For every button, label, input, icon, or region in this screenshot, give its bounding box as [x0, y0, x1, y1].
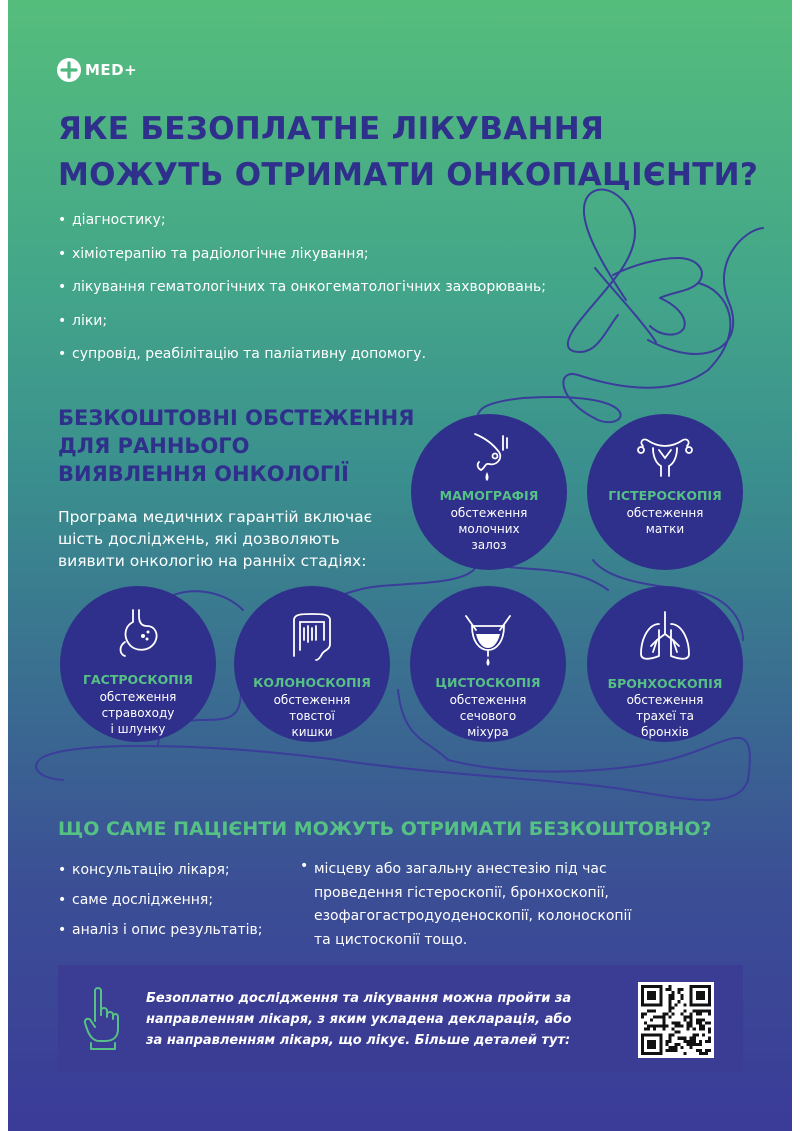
exam-name: ГАСТРОСКОПІЯ	[83, 672, 193, 687]
page-title	[58, 106, 758, 198]
exam-description: обстеження матки	[626, 506, 704, 536]
list-item: • супровід, реабілітацію та паліативну допомогу.	[58, 346, 546, 362]
exam-description: обстеження товстої кишки	[273, 693, 351, 739]
poster	[8, 0, 792, 1131]
med-plus-icon	[57, 58, 81, 82]
list-item: • лікування гематологічних та онкогематологічних захворювань;	[58, 279, 546, 295]
exam-description: обстеження стравоходу і шлунку	[99, 690, 177, 736]
hand-icon	[613, 258, 702, 335]
heading-line: ВИЯВЛЕННЯ ОНКОЛОГІЇ	[58, 462, 349, 486]
lungs-icon	[635, 608, 695, 666]
heading-line: БЕЗКОШТОВНІ ОБСТЕЖЕННЯ	[58, 406, 415, 430]
intro-line: виявити онкологію на ранніх стадіях:	[58, 552, 367, 570]
intro-line: шість досліджень, які дозволяють	[58, 530, 340, 548]
title-line-2: МОЖУТЬ ОТРИМАТИ ОНКОПАЦІЄНТИ?	[58, 157, 759, 193]
exam-hysteroscopy	[587, 414, 743, 570]
treatment-list	[58, 212, 546, 380]
exam-name: ЦИСТОСКОПІЯ	[435, 675, 541, 690]
exam-description: обстеження сечового міхура	[449, 693, 527, 739]
exam-name: КОЛОНОСКОПІЯ	[253, 675, 371, 690]
exam-description: обстеження молочних залоз	[450, 506, 528, 552]
list-item: • діагностику;	[58, 212, 546, 228]
footer-box	[58, 965, 743, 1072]
exam-mammography	[411, 414, 567, 570]
qr-code[interactable]	[638, 982, 714, 1058]
exam-gastroscopy	[60, 586, 216, 742]
breast-icon	[463, 428, 515, 484]
exam-cystoscopy	[410, 586, 566, 742]
stomach-icon	[113, 606, 163, 662]
brand-logo	[57, 58, 137, 82]
exam-description: обстеження трахеї та бронхів	[626, 693, 704, 739]
heading-line: ДЛЯ РАННЬОГО	[58, 434, 250, 458]
bladder-icon	[460, 610, 516, 668]
intestine-icon	[288, 610, 336, 662]
pointing-finger-icon	[83, 985, 121, 1051]
free-list-right	[300, 858, 631, 952]
uterus-icon	[635, 436, 695, 482]
screening-intro	[58, 506, 372, 572]
exam-name: ГІСТЕРОСКОПІЯ	[608, 488, 722, 503]
footer-text: Безоплатно дослідження та лікування можна пройти за направленням лікаря, з яким укладена декларація, або за направленням лікаря, що лікує. Більше деталей тут:	[146, 991, 572, 1048]
list-item: • хіміотерапію та радіологічне лікування;	[58, 246, 546, 262]
exam-bronchoscopy	[587, 586, 743, 742]
title-line-1: ЯКЕ БЕЗОПЛАТНЕ ЛІКУВАННЯ	[58, 111, 605, 147]
list-item: • саме дослідження;	[58, 892, 263, 909]
intro-line: Програма медичних гарантій включає	[58, 508, 373, 526]
exam-name: МАМОГРАФІЯ	[439, 488, 539, 503]
list-item: • консультацію лікаря;	[58, 862, 263, 879]
brand-name: MED+	[85, 61, 138, 79]
screening-heading	[58, 404, 414, 488]
list-item: • ліки;	[58, 313, 546, 329]
list-item: • аналіз і опис результатів;	[58, 922, 263, 939]
list-item: • місцеву або загальну анестезію під час проведення гістероскопії, бронхоскопії, езофагогастродуоденоскопії, колоноскопії та цистоскопії тощо.	[300, 858, 631, 952]
free-list-left	[58, 862, 263, 952]
exam-colonoscopy	[234, 586, 390, 742]
cancer-ribbon-icon	[568, 190, 635, 352]
exam-name: БРОНХОСКОПІЯ	[607, 676, 723, 691]
free-heading: ЩО САМЕ ПАЦІЄНТИ МОЖУТЬ ОТРИМАТИ БЕЗКОШТОВНО?	[58, 818, 712, 840]
